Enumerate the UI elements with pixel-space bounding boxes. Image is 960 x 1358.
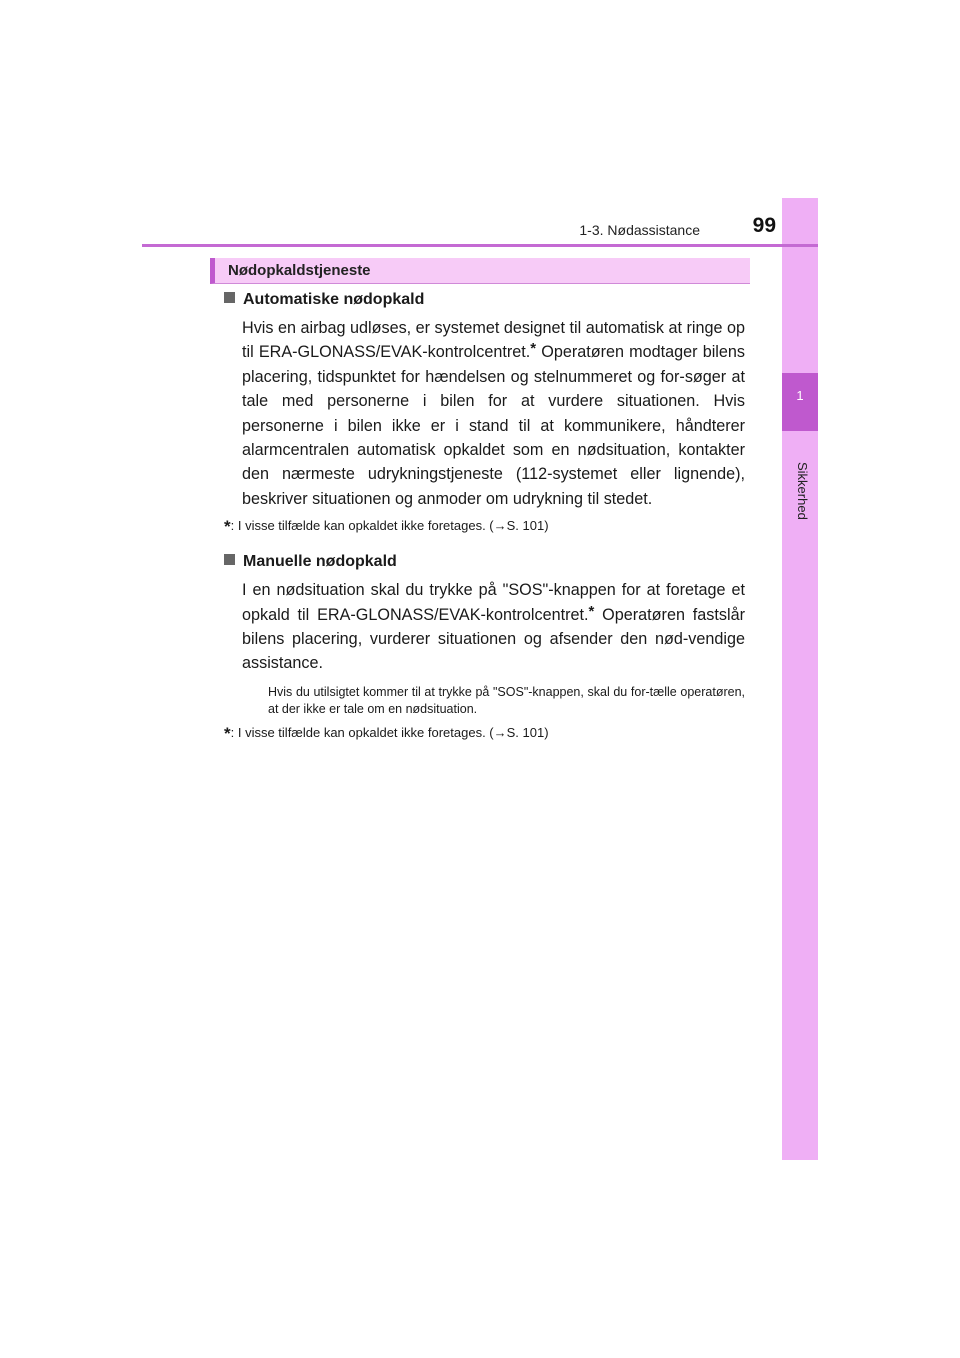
page-content [224,288,745,743]
manual-call-note: Hvis du utilsigtet kommer til at trykke på "SOS"-knappen, skal du for-tælle operatøren, at der ikke er tale om en nødsituation. [268,684,745,716]
side-tab [782,198,818,1160]
section-title-bar [210,258,750,284]
header-section-title: 1-3. Nødassistance [579,222,700,238]
manual-call-footnote: *: I visse tilfælde kan opkaldet ikke foretages. (→S. 101) [224,723,549,743]
auto-call-heading: Automatiske nødopkald [224,288,745,312]
chapter-number: 1 [796,388,804,403]
square-bullet-icon [224,292,235,303]
asterisk-mark: * [588,602,595,620]
section-title: Nødopkaldstjeneste [228,262,371,279]
manual-call-paragraph: I en nødsituation skal du trykke på "SOS"-knappen for at foretage et opkald til ERA-GLONASS/EVAK-kontrolcentret.* Operatøren fastslår bilens placering, vurderer situationen og afsender den nød-vendige assistance. [242,581,745,673]
page-number: 99 [752,214,776,237]
auto-call-paragraph: Hvis en airbag udløses, er systemet designet til automatisk at ringe op til ERA-GLONASS/EVAK-kontrolcentret.* Operatøren modtager bilens placering, tidspunktet for hændelsen og stelnummeret og for-søger at tale med personerne i bilen for at vurdere situationen. Hvis personerne i bilen ikke er i stand til at kommunikere, håndterer alarmcentralen automatisk opkaldet som en nødsituation, kontakter den nærmeste udrykningstjeneste (112-systemet eller lignende), beskriver situationen og anmoder om udrykning til stedet. [242,319,745,508]
manual-call-heading: Manuelle nødopkald [224,550,745,574]
asterisk-mark: * [530,340,537,358]
auto-call-footnote: *: I visse tilfælde kan opkaldet ikke foretages. (→S. 101) [224,517,549,537]
header-divider [142,244,818,247]
square-bullet-icon [224,554,235,565]
chapter-title: Sikkerhed [795,462,810,520]
